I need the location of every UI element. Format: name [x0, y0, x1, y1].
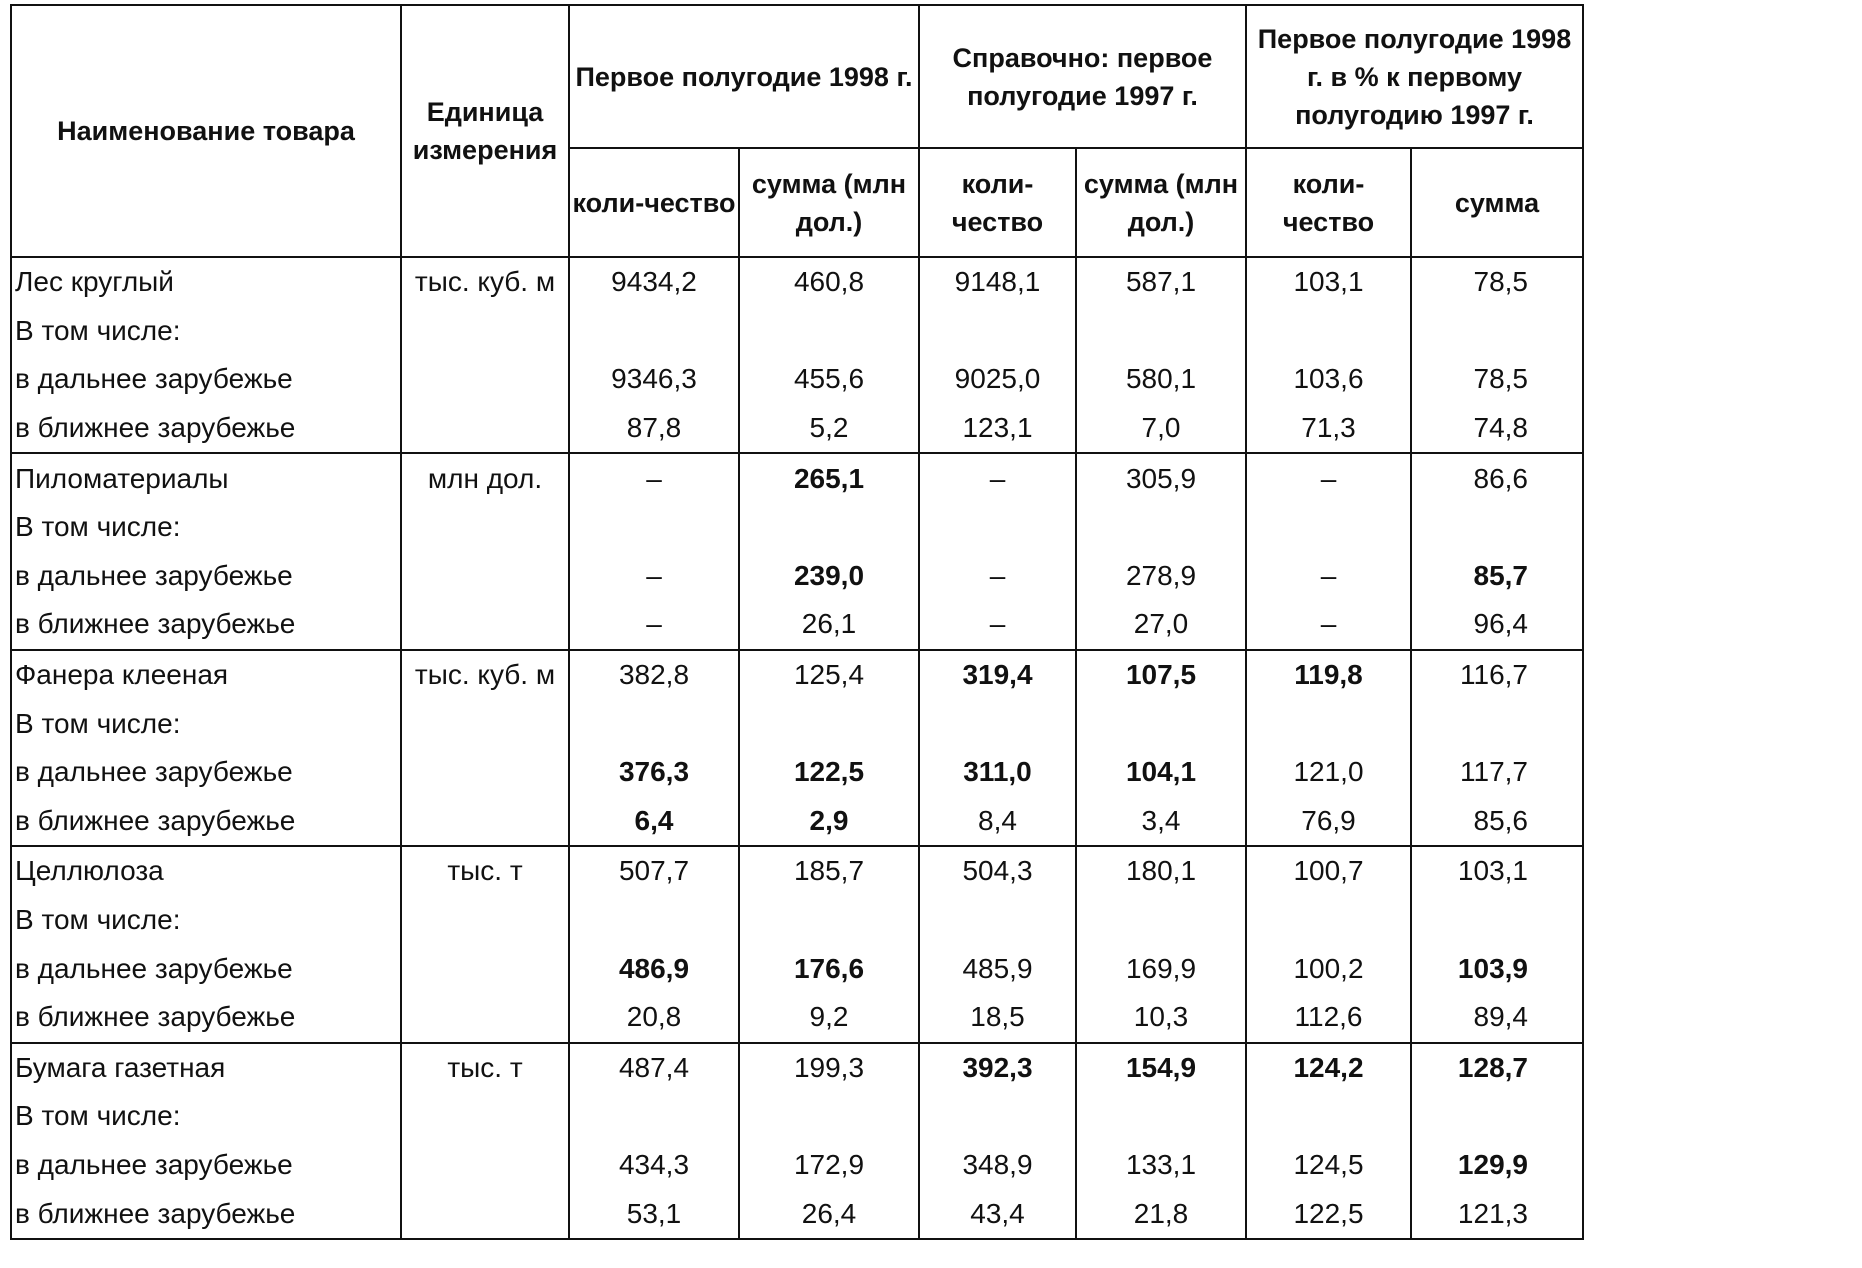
unit-cell: тыс. т [401, 1043, 569, 1093]
qty-1998-cell: 6,4 [569, 797, 739, 847]
qty-percent-cell: – [1246, 552, 1411, 601]
sum-percent-cell: 129,9 [1411, 1141, 1583, 1190]
sum-1997-cell [1076, 699, 1246, 748]
product-name-cell: в ближнее зарубежье [11, 600, 401, 650]
sum-1997-cell: 21,8 [1076, 1189, 1246, 1239]
qty-1997-cell: – [919, 600, 1076, 650]
header-qty-1997: коли-чество [919, 148, 1076, 257]
header-percent: Первое полугодие 1998 г. в % к первому полугодию 1997 г. [1246, 5, 1583, 148]
unit-cell [401, 404, 569, 454]
qty-1998-cell [569, 307, 739, 356]
sum-1997-cell: 27,0 [1076, 600, 1246, 650]
qty-percent-cell: 112,6 [1246, 993, 1411, 1043]
sum-1998-cell: 26,4 [739, 1189, 919, 1239]
table-row [11, 896, 1583, 945]
sum-percent-cell [1411, 699, 1583, 748]
sum-1998-cell: 122,5 [739, 748, 919, 797]
qty-percent-cell: 121,0 [1246, 748, 1411, 797]
table-row [11, 993, 1583, 1043]
sum-percent-cell [1411, 1092, 1583, 1141]
qty-1997-cell: 18,5 [919, 993, 1076, 1043]
unit-cell: млн дол. [401, 453, 569, 503]
sum-1998-cell [739, 699, 919, 748]
qty-percent-cell: 76,9 [1246, 797, 1411, 847]
qty-1997-cell [919, 896, 1076, 945]
qty-percent-cell: 71,3 [1246, 404, 1411, 454]
sum-percent-cell: 74,8 [1411, 404, 1583, 454]
header-period-1997: Справочно: первое полугодие 1997 г. [919, 5, 1246, 148]
table-row [11, 355, 1583, 404]
sum-percent-cell: 117,7 [1411, 748, 1583, 797]
sum-1997-cell [1076, 1092, 1246, 1141]
qty-1998-cell: 507,7 [569, 846, 739, 896]
sum-percent-cell: 96,4 [1411, 600, 1583, 650]
product-name-cell: в ближнее зарубежье [11, 797, 401, 847]
qty-1997-cell: – [919, 453, 1076, 503]
sum-percent-cell: 86,6 [1411, 453, 1583, 503]
product-name-cell: в ближнее зарубежье [11, 404, 401, 454]
sum-1998-cell: 125,4 [739, 650, 919, 700]
qty-percent-cell: 100,2 [1246, 944, 1411, 993]
sum-percent-cell: 103,9 [1411, 944, 1583, 993]
unit-cell [401, 699, 569, 748]
product-name-cell: в дальнее зарубежье [11, 355, 401, 404]
qty-1997-cell [919, 1092, 1076, 1141]
qty-1998-cell: 376,3 [569, 748, 739, 797]
qty-percent-cell: 124,2 [1246, 1043, 1411, 1093]
sum-1997-cell [1076, 503, 1246, 552]
header-sum-1997: сумма (млн дол.) [1076, 148, 1246, 257]
sum-1998-cell: 185,7 [739, 846, 919, 896]
table-row [11, 552, 1583, 601]
sum-1998-cell [739, 896, 919, 945]
qty-1997-cell: 43,4 [919, 1189, 1076, 1239]
qty-1998-cell: – [569, 600, 739, 650]
qty-percent-cell [1246, 307, 1411, 356]
qty-1997-cell: 311,0 [919, 748, 1076, 797]
sum-1998-cell: 9,2 [739, 993, 919, 1043]
qty-percent-cell: 100,7 [1246, 846, 1411, 896]
table-row [11, 944, 1583, 993]
table-row [11, 453, 1583, 503]
unit-cell [401, 944, 569, 993]
sum-1997-cell [1076, 307, 1246, 356]
table-row [11, 797, 1583, 847]
table-row [11, 650, 1583, 700]
sum-1997-cell: 104,1 [1076, 748, 1246, 797]
qty-1998-cell: – [569, 453, 739, 503]
sum-1997-cell [1076, 896, 1246, 945]
sum-1998-cell: 172,9 [739, 1141, 919, 1190]
table-row [11, 699, 1583, 748]
table-row [11, 404, 1583, 454]
sum-1998-cell [739, 1092, 919, 1141]
product-name-cell: В том числе: [11, 503, 401, 552]
table-row [11, 846, 1583, 896]
qty-1997-cell: 392,3 [919, 1043, 1076, 1093]
sum-1997-cell: 169,9 [1076, 944, 1246, 993]
qty-percent-cell: 119,8 [1246, 650, 1411, 700]
header-qty-1998: коли-чество [569, 148, 739, 257]
qty-1997-cell: 123,1 [919, 404, 1076, 454]
unit-cell [401, 797, 569, 847]
table-row [11, 748, 1583, 797]
sum-1997-cell: 133,1 [1076, 1141, 1246, 1190]
table-row [11, 1092, 1583, 1141]
qty-1998-cell [569, 699, 739, 748]
qty-1997-cell: 348,9 [919, 1141, 1076, 1190]
qty-1998-cell: 9434,2 [569, 257, 739, 307]
qty-1997-cell [919, 699, 1076, 748]
sum-percent-cell: 85,7 [1411, 552, 1583, 601]
qty-1997-cell: 485,9 [919, 944, 1076, 993]
qty-percent-cell [1246, 1092, 1411, 1141]
sum-1998-cell: 26,1 [739, 600, 919, 650]
sum-percent-cell: 103,1 [1411, 846, 1583, 896]
qty-1998-cell [569, 503, 739, 552]
unit-cell: тыс. т [401, 846, 569, 896]
qty-1998-cell: 434,3 [569, 1141, 739, 1190]
qty-1997-cell: – [919, 552, 1076, 601]
table-row [11, 307, 1583, 356]
sum-1997-cell: 587,1 [1076, 257, 1246, 307]
qty-1998-cell [569, 1092, 739, 1141]
header-qty-percent: коли-чество [1246, 148, 1411, 257]
qty-1997-cell: 9148,1 [919, 257, 1076, 307]
unit-cell [401, 748, 569, 797]
qty-percent-cell: 124,5 [1246, 1141, 1411, 1190]
sum-percent-cell [1411, 896, 1583, 945]
sum-percent-cell: 78,5 [1411, 355, 1583, 404]
sum-1998-cell [739, 307, 919, 356]
qty-1997-cell: 8,4 [919, 797, 1076, 847]
qty-1998-cell: 487,4 [569, 1043, 739, 1093]
sum-percent-cell: 128,7 [1411, 1043, 1583, 1093]
sum-percent-cell: 85,6 [1411, 797, 1583, 847]
sum-1998-cell: 455,6 [739, 355, 919, 404]
qty-1998-cell: – [569, 552, 739, 601]
qty-1998-cell: 20,8 [569, 993, 739, 1043]
sum-1997-cell: 10,3 [1076, 993, 1246, 1043]
unit-cell [401, 600, 569, 650]
unit-cell: тыс. куб. м [401, 650, 569, 700]
product-name-cell: Фанера клееная [11, 650, 401, 700]
qty-1997-cell: 319,4 [919, 650, 1076, 700]
sum-1997-cell: 7,0 [1076, 404, 1246, 454]
sum-1998-cell: 265,1 [739, 453, 919, 503]
product-name-cell: Бумага газетная [11, 1043, 401, 1093]
qty-percent-cell [1246, 699, 1411, 748]
header-sum-1998: сумма (млн дол.) [739, 148, 919, 257]
unit-cell [401, 1092, 569, 1141]
sum-1997-cell: 154,9 [1076, 1043, 1246, 1093]
qty-1998-cell: 486,9 [569, 944, 739, 993]
sum-1998-cell: 176,6 [739, 944, 919, 993]
header-period-1998: Первое полугодие 1998 г. [569, 5, 919, 148]
unit-cell [401, 503, 569, 552]
qty-1997-cell [919, 307, 1076, 356]
sum-1998-cell: 2,9 [739, 797, 919, 847]
qty-percent-cell: – [1246, 453, 1411, 503]
sum-1998-cell: 239,0 [739, 552, 919, 601]
product-name-cell: Пиломатериалы [11, 453, 401, 503]
table-row [11, 1141, 1583, 1190]
qty-1997-cell [919, 503, 1076, 552]
export-table [10, 4, 1584, 1240]
qty-1998-cell: 53,1 [569, 1189, 739, 1239]
sum-percent-cell [1411, 503, 1583, 552]
table-body [11, 257, 1583, 1239]
product-name-cell: В том числе: [11, 307, 401, 356]
product-name-cell: В том числе: [11, 1092, 401, 1141]
qty-1998-cell: 9346,3 [569, 355, 739, 404]
unit-cell [401, 1141, 569, 1190]
qty-1998-cell [569, 896, 739, 945]
qty-percent-cell: 103,6 [1246, 355, 1411, 404]
qty-1998-cell: 87,8 [569, 404, 739, 454]
sum-1998-cell [739, 503, 919, 552]
sum-1997-cell: 305,9 [1076, 453, 1246, 503]
qty-1997-cell: 504,3 [919, 846, 1076, 896]
unit-cell [401, 896, 569, 945]
sum-1997-cell: 278,9 [1076, 552, 1246, 601]
sum-percent-cell: 121,3 [1411, 1189, 1583, 1239]
table-row [11, 600, 1583, 650]
qty-1997-cell: 9025,0 [919, 355, 1076, 404]
sum-1998-cell: 460,8 [739, 257, 919, 307]
table-row [11, 1043, 1583, 1093]
table-header [11, 5, 1583, 257]
product-name-cell: В том числе: [11, 699, 401, 748]
sum-1997-cell: 3,4 [1076, 797, 1246, 847]
table-row [11, 503, 1583, 552]
sum-percent-cell: 78,5 [1411, 257, 1583, 307]
header-unit: Единица измерения [401, 5, 569, 257]
sum-1997-cell: 580,1 [1076, 355, 1246, 404]
sum-percent-cell: 116,7 [1411, 650, 1583, 700]
qty-percent-cell: 122,5 [1246, 1189, 1411, 1239]
qty-percent-cell [1246, 896, 1411, 945]
qty-percent-cell [1246, 503, 1411, 552]
unit-cell [401, 307, 569, 356]
product-name-cell: Целлюлоза [11, 846, 401, 896]
header-product-name: Наименование товара [11, 5, 401, 257]
qty-1998-cell: 382,8 [569, 650, 739, 700]
sum-percent-cell: 89,4 [1411, 993, 1583, 1043]
sum-1997-cell: 180,1 [1076, 846, 1246, 896]
unit-cell [401, 1189, 569, 1239]
product-name-cell: в дальнее зарубежье [11, 748, 401, 797]
table-row [11, 1189, 1583, 1239]
product-name-cell: в ближнее зарубежье [11, 1189, 401, 1239]
product-name-cell: в дальнее зарубежье [11, 1141, 401, 1190]
product-name-cell: в ближнее зарубежье [11, 993, 401, 1043]
unit-cell: тыс. куб. м [401, 257, 569, 307]
unit-cell [401, 552, 569, 601]
qty-percent-cell: 103,1 [1246, 257, 1411, 307]
unit-cell [401, 355, 569, 404]
table-row [11, 257, 1583, 307]
unit-cell [401, 993, 569, 1043]
product-name-cell: в дальнее зарубежье [11, 944, 401, 993]
sum-1998-cell: 199,3 [739, 1043, 919, 1093]
sum-1998-cell: 5,2 [739, 404, 919, 454]
product-name-cell: в дальнее зарубежье [11, 552, 401, 601]
export-table-sheet [10, 4, 1584, 1240]
product-name-cell: В том числе: [11, 896, 401, 945]
sum-percent-cell [1411, 307, 1583, 356]
sum-1997-cell: 107,5 [1076, 650, 1246, 700]
header-sum-percent: сумма [1411, 148, 1583, 257]
qty-percent-cell: – [1246, 600, 1411, 650]
product-name-cell: Лес круглый [11, 257, 401, 307]
